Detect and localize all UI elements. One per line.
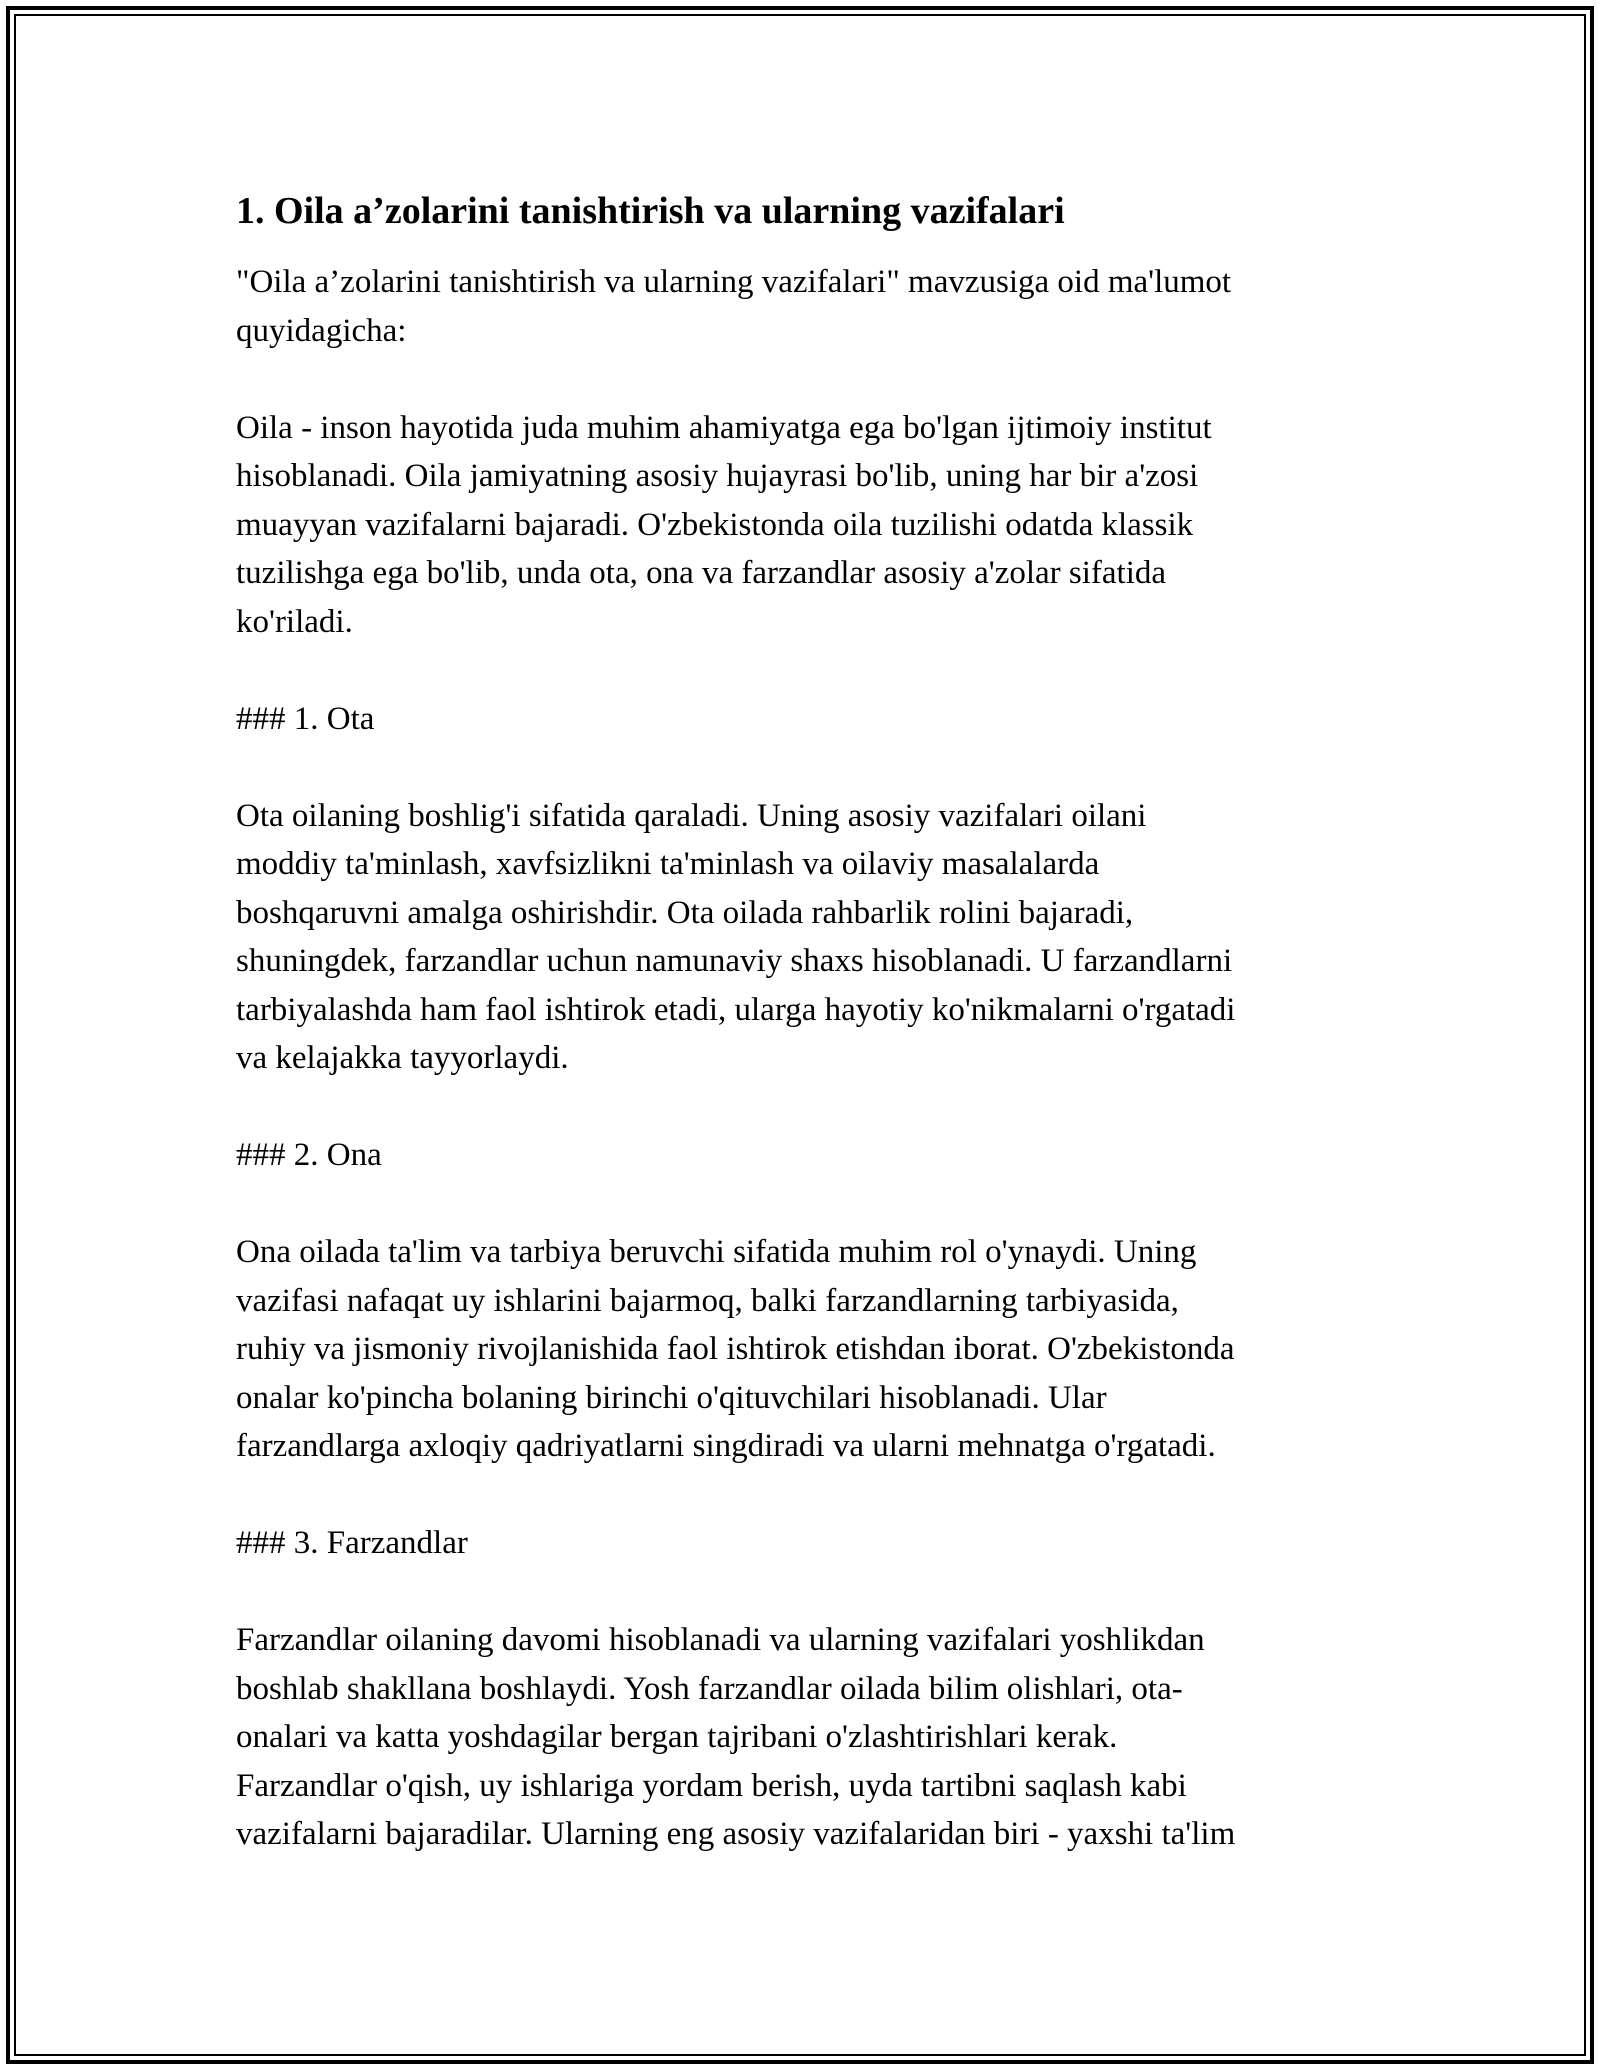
paragraph-oila	[236, 404, 1376, 647]
text-line: farzandlarga axloqiy qadriyatlarni singdiradi va ularni mehnatga o'rgatadi.	[236, 1428, 1216, 1464]
paragraph-farzandlar	[236, 1616, 1376, 1859]
text-line: Oila - inson hayotida juda muhim ahamiyatga ega bo'lgan ijtimoiy institut	[236, 409, 1212, 446]
text-line: onalari va katta yoshdagilar bergan tajribani o'zlashtirishlari kerak.	[236, 1719, 1118, 1755]
text-line: tarbiyalashda ham faol ishtirok etadi, ularga hayotiy ko'nikmalarni o'rgatadi	[236, 991, 1236, 1028]
text-line: Farzandlar o'qish, uy ishlariga yordam berish, uyda tartibni saqlash kabi	[236, 1767, 1187, 1804]
document-body	[236, 186, 1376, 1859]
text-line: onalar ko'pincha bolaning birinchi o'qituvchilari hisoblanadi. Ular	[236, 1379, 1107, 1416]
text-line: boshqaruvni amalga oshirishdir. Ota oilada rahbarlik rolini bajaradi,	[236, 894, 1134, 931]
section-heading-ona: ### 2. Ona	[236, 1137, 382, 1173]
text-line: Ota oilaning boshlig'i sifatida qaraladi. Uning asosiy vazifalari oilani	[236, 797, 1147, 834]
intro-paragraph	[236, 258, 1376, 355]
section-heading-ota: ### 1. Ota	[236, 700, 375, 737]
text-line: Farzandlar oilaning davomi hisoblanadi va ularning vazifalari yoshlikdan	[236, 1622, 1205, 1658]
paragraph-ota	[236, 792, 1376, 1083]
text-line: vazifalarni bajaradilar. Ularning eng asosiy vazifalaridan biri - yaxshi ta'lim	[236, 1816, 1236, 1852]
text-line: ko'riladi.	[236, 603, 353, 640]
paragraph-ona	[236, 1228, 1376, 1471]
text-line: va kelajakka tayyorlaydi.	[236, 1040, 569, 1076]
text-line: tuzilishga ega bo'lib, unda ota, ona va farzandlar asosiy a'zolar sifatida	[236, 555, 1167, 591]
text-line: "Oila a’zolarini tanishtirish va ularning vazifalari" mavzusiga oid ma'lumot	[236, 264, 1232, 300]
text-line: moddiy ta'minlash, xavfsizlikni ta'minlash va oilaviy masalalarda	[236, 846, 1100, 882]
text-line: hisoblanadi. Oila jamiyatning asosiy hujayrasi bo'lib, uning har bir a'zosi	[236, 458, 1199, 494]
text-line: shuningdek, farzandlar uchun namunaviy shaxs hisoblanadi. U farzandlarni	[236, 943, 1233, 979]
text-line: Ona oilada ta'lim va tarbiya beruvchi sifatida muhim rol o'ynaydi. Uning	[236, 1234, 1197, 1270]
section-heading-farzandlar: ### 3. Farzandlar	[236, 1525, 468, 1561]
text-line: muayyan vazifalarni bajaradi. O'zbekistonda oila tuzilishi odatda klassik	[236, 506, 1194, 543]
text-line: ruhiy va jismoniy rivojlanishida faol ishtirok etishdan iborat. O'zbekistonda	[236, 1331, 1235, 1367]
text-line: quyidagicha:	[236, 312, 407, 349]
text-line: boshlab shakllana boshlaydi. Yosh farzandlar oilada bilim olishlari, ota-	[236, 1670, 1183, 1707]
text-line: vazifasi nafaqat uy ishlarini bajarmoq, balki farzandlarning tarbiyasida,	[236, 1282, 1179, 1319]
document-title: 1. Oila a’zolarini tanishtirish va ularning vazifalari	[236, 190, 1065, 232]
